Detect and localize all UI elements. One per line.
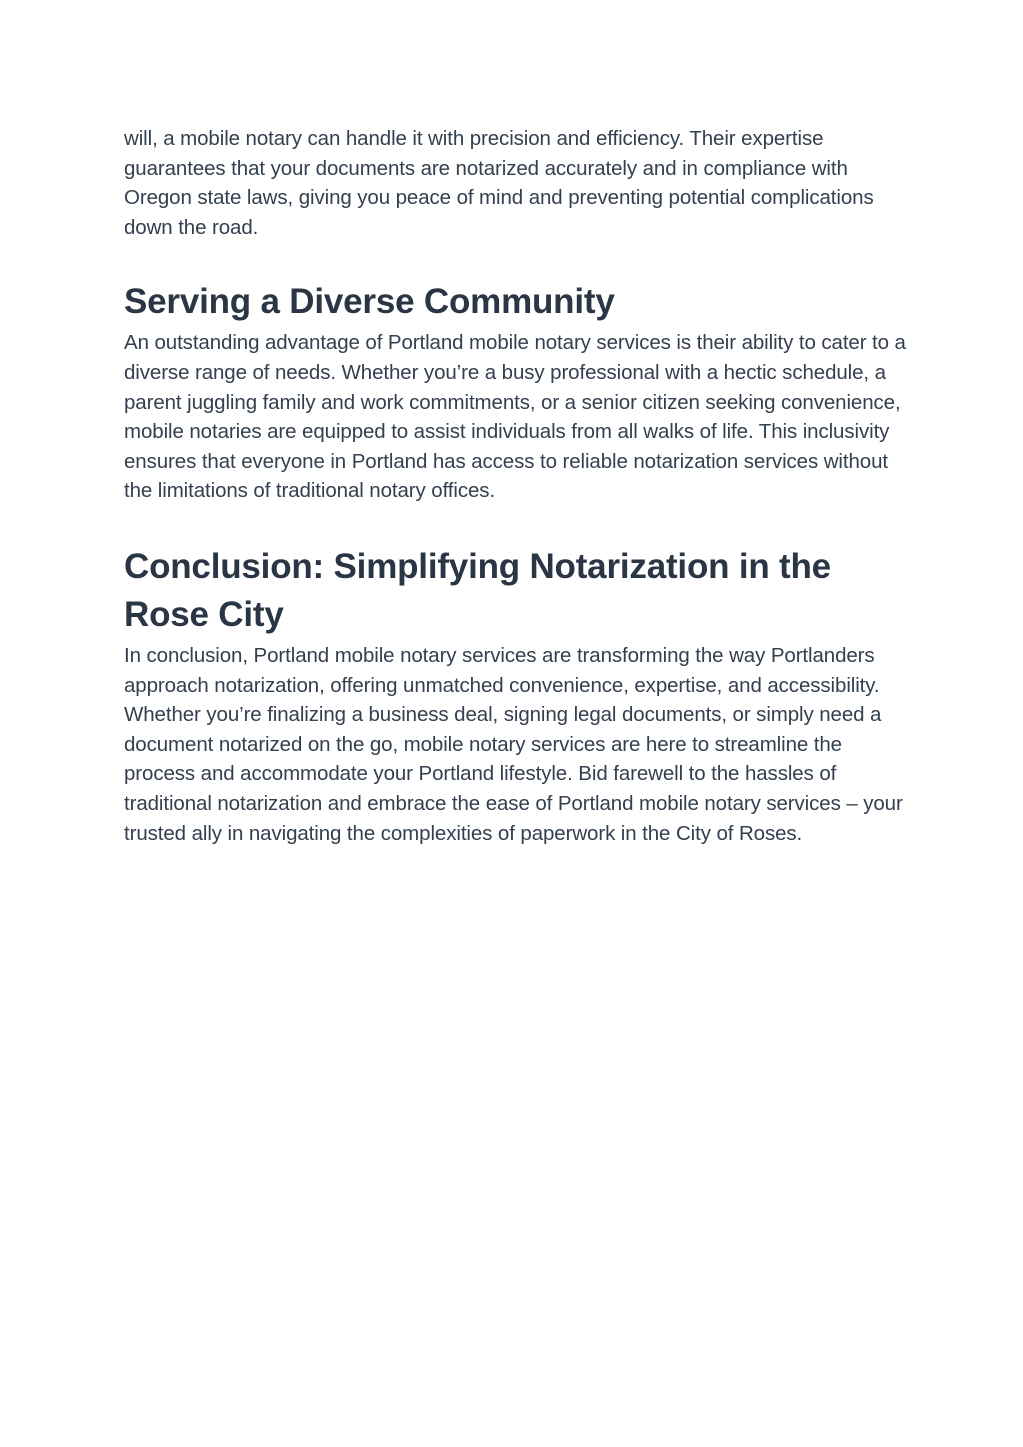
document-page — [124, 124, 914, 848]
section-paragraph-conclusion: In conclusion, Portland mobile notary services are transforming the way Portlanders approach notarization, offering unmatched convenience, expertise, and accessibility. Whether you’re finalizing a business deal, signing legal documents, or simply need a document notarized on the go, mobile notary services are here to streamline the process and accommodate your Portland lifestyle. Bid farewell to the hassles of traditional notarization and embrace the ease of Portland mobile notary services – your trusted ally in navigating the complexities of paperwork in the City of Roses. — [124, 643, 903, 845]
section-heading-conclusion: Conclusion: Simplifying Notarization in the Rose City — [124, 546, 831, 634]
section-heading-diverse-community: Serving a Diverse Community — [124, 282, 615, 322]
section-paragraph-diverse-community: An outstanding advantage of Portland mobile notary services is their ability to cater to a diverse range of needs. Whether you’re a busy professional with a hectic schedule, a parent juggling family and work commitments, or a senior citizen seeking convenience, mobile notaries are equipped to assist individuals from all walks of life. This inclusivity ensures that everyone in Portland has access to reliable notarization services without the limitations of traditional notary offices. — [124, 331, 906, 503]
intro-paragraph: will, a mobile notary can handle it with precision and efficiency. Their expertise guarantees that your documents are notarized accurately and in compliance with Oregon state laws, giving you peace of mind and preventing potential complications down the road. — [124, 127, 874, 239]
